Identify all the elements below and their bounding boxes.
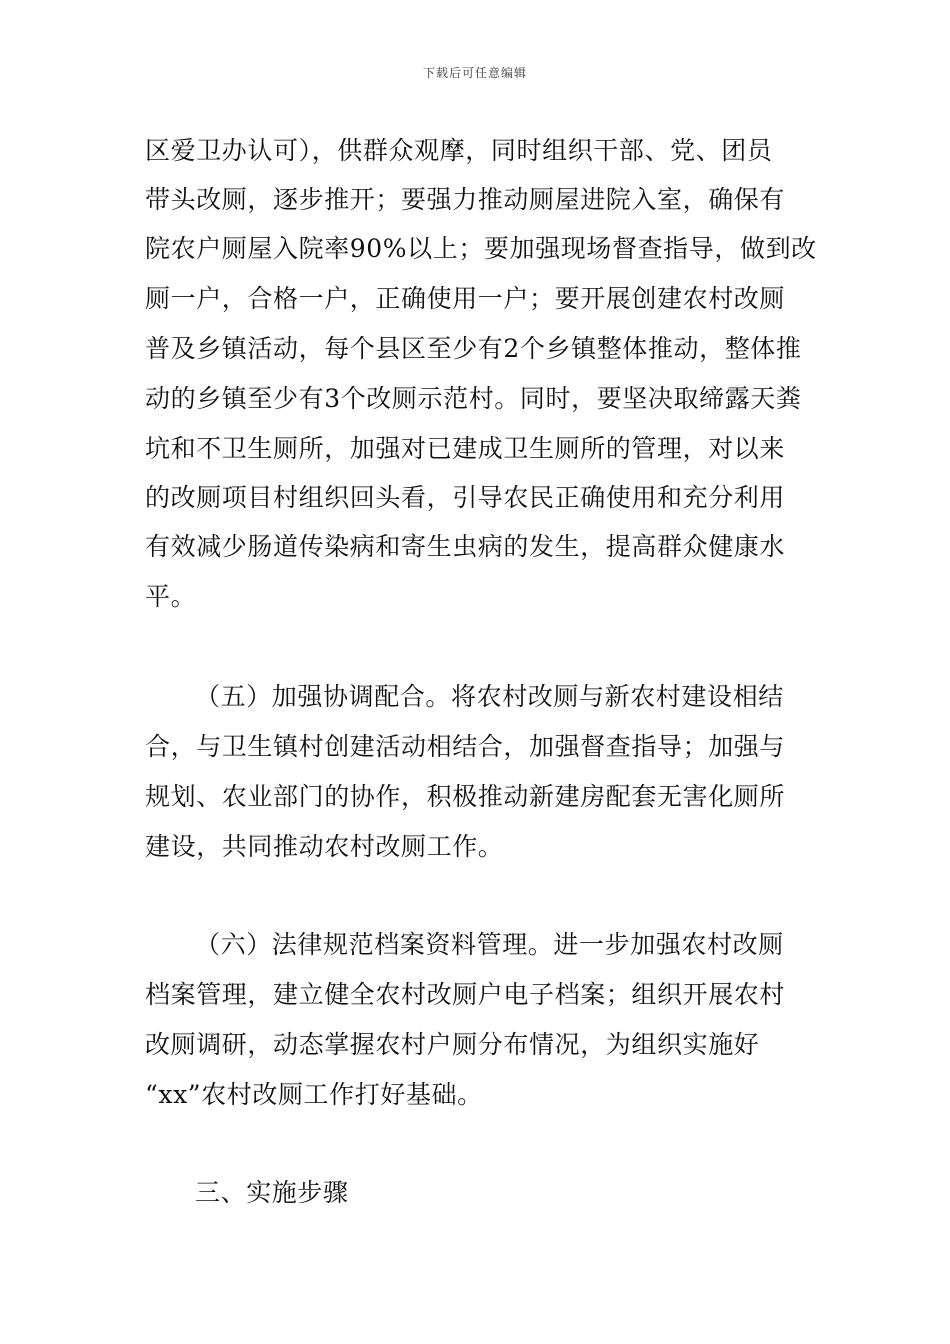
page-header: 下载后可任意编辑: [422, 66, 527, 80]
paragraph-2-line-3: 规划、农业部门的协作，积极推动新建房配套无害化厕所: [145, 782, 786, 811]
paragraph-3-line-3: 改厕调研，动态掌握农村户厕分布情况，为组织实施好: [145, 1030, 760, 1059]
paragraph-1-line-9: 有效减少肠道传染病和寄生虫病的发生，提高群众健康水: [145, 532, 786, 561]
paragraph-1-line-10: 平。: [145, 582, 197, 611]
paragraph-1-line-6: 动的乡镇至少有3个改厕示范村。同时，要坚决取缔露天粪: [145, 384, 802, 413]
paragraph-1-line-8: 的改厕项目村组织回头看，引导农民正确使用和充分利用: [145, 483, 786, 512]
paragraph-1-line-4: 厕一户，合格一户，正确使用一户；要开展创建农村改厕: [145, 284, 786, 313]
paragraph-3-line-2: 档案管理，建立健全农村改厕户电子档案；组织开展农村: [145, 980, 786, 1009]
paragraph-2-line-2: 合，与卫生镇村创建活动相结合，加强督查指导；加强与: [145, 732, 786, 761]
paragraph-3-line-4: “xx”农村改厕工作打好基础。: [145, 1080, 483, 1109]
paragraph-1-line-2: 带头改厕，逐步推开；要强力推动厕屋进院入室，确保有: [145, 185, 786, 214]
paragraph-2-line-4: 建设，共同推动农村改厕工作。: [145, 832, 504, 861]
paragraph-3-line-1: （六）法律规范档案资料管理。进一步加强农村改厕: [195, 930, 784, 959]
section-heading: 三、实施步骤: [195, 1178, 349, 1207]
paragraph-1-line-1: 区爱卫办认可），供群众观摩，同时组织干部、党、团员: [145, 136, 773, 165]
paragraph-1-line-7: 坑和不卫生厕所，加强对已建成卫生厕所的管理，对以来: [145, 434, 786, 463]
paragraph-1-line-3: 院农户厕屋入院率90%以上；要加强现场督查指导，做到改: [145, 234, 817, 263]
paragraph-2-line-1: （五）加强协调配合。将农村改厕与新农村建设相结: [195, 682, 784, 711]
paragraph-1-line-5: 普及乡镇活动，每个县区至少有2个乡镇整体推动，整体推: [145, 334, 802, 363]
